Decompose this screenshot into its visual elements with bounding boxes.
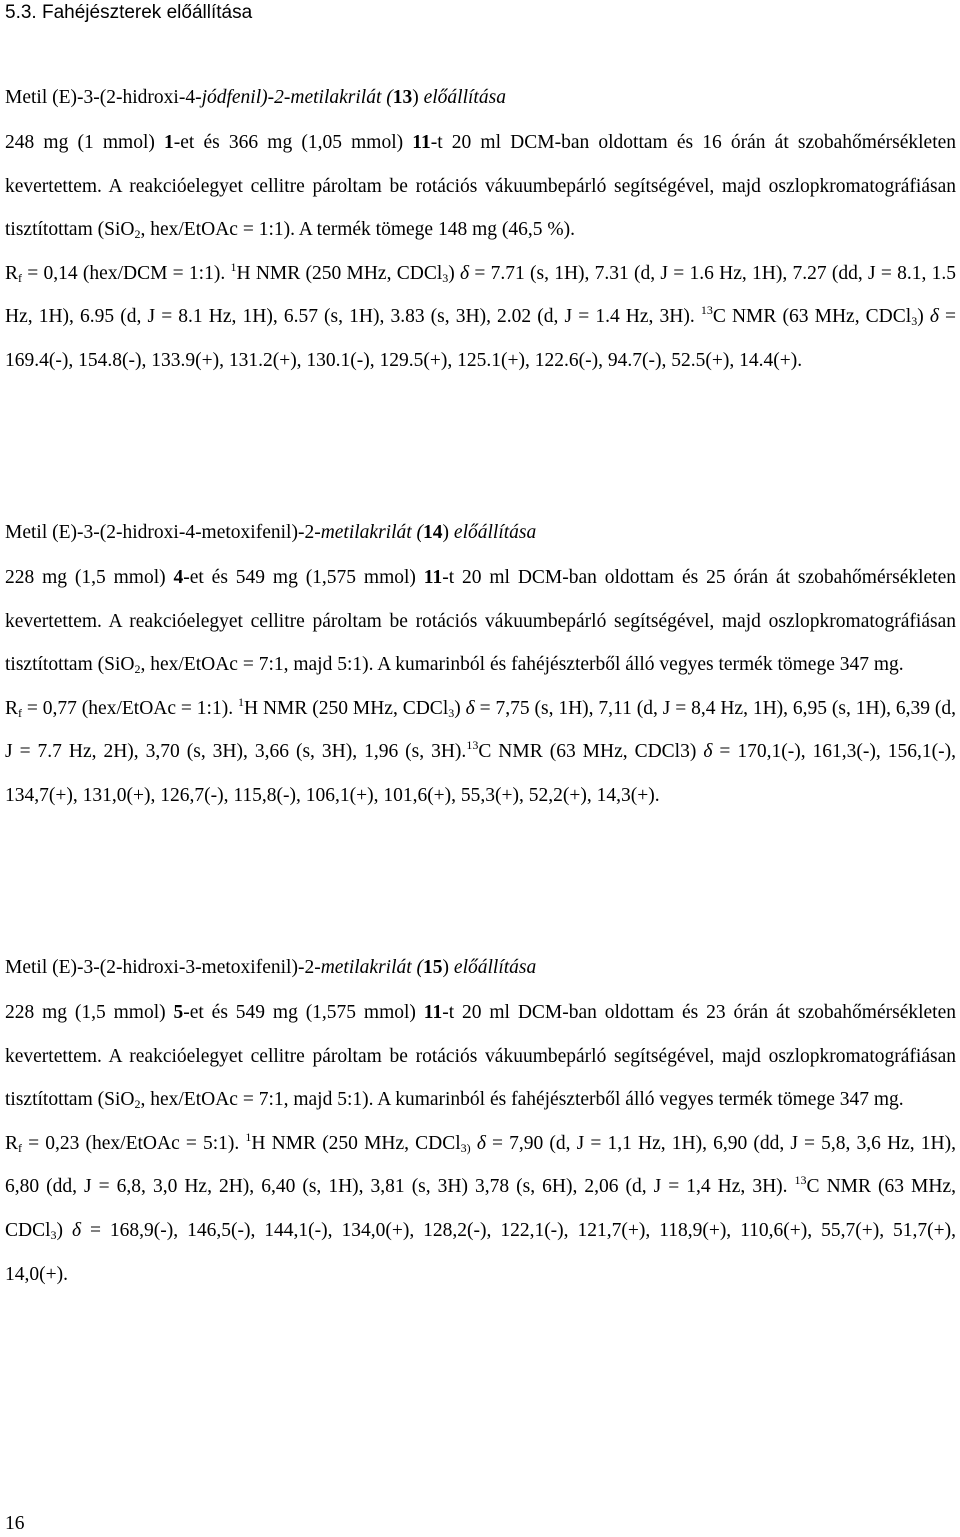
compound-13-procedure: 248 mg (1 mmol) 1-et és 366 mg (1,05 mmol) 11-t 20 ml DCM-ban oldottam és 16 órán át szobahőmérsékleten kevertettem. A reakcióelegyet cellitre pároltam be rotációs vákuumbepárló segítségével, majd oszlopkromatográfiásan tisztítottam (SiO$_2$, hex/EtOAc = 1:1). A termék tömege 148 mg (46,5 %). <box>5 132 957 242</box>
compound-14-nmr: $R_f = 0,77$ (hex/EtOAc = 1:1). $^1$H NMR (250 MHz, CDCl$_3$) δ = 7,75 (s, 1H), 7,11 (d, J = 8,4 Hz, 1H), 6,95 (s, 1H), 6,39 (d, J = 7.7 Hz, 2H), 3,70 (s, 3H), 3,66 (s, 3H), 1,96 (s, 3H).$^{13}$C NMR (63 MHz, CDCl3) δ = 170,1(-), 161,3(-), 156,1(-), 134,7(+), 131,0(+), 126,7(-), 115,8(-), 106,1(+), 101,6(+), 55,3(+), 52,2(+), 14,3(+). <box>5 694 956 806</box>
compound-14-procedure: 228 mg (1,5 mmol) 4-et és 549 mg (1,575 mmol) 11-t 20 ml DCM-ban oldottam és 25 órán át szobahőmérsékleten kevertettem. A reakcióelegyet cellitre pároltam be rotációs vákuumbepárló segítségével, majd oszlopkromatográfiásan tisztítottam (SiO$_2$, hex/EtOAc = 7:1, majd 5:1). A kumarinból és fahéjészterből álló vegyes termék tömege 347 mg. <box>5 567 956 677</box>
compound-13-title: Metil (E)-3-(2-hidroxi-4-jódfenil)-2-metilakrilát (13) előállítása <box>5 87 506 108</box>
compound-13-block <box>5 83 956 383</box>
compound-14-title: Metil (E)-3-(2-hidroxi-4-metoxifenil)-2-metilakrilát (14) előállítása <box>5 522 537 543</box>
compound-15-title: Metil (E)-3-(2-hidroxi-3-metoxifenil)-2-metilakrilát (15) előállítása <box>5 957 537 978</box>
compound-13-nmr: $R_f = 0,14$ (hex/DCM = 1:1). $^1$H NMR (250 MHz, CDCl$_3$) δ = 7.71 (s, 1H), 7.31 (d, J = 1.6 Hz, 1H), 7.27 (dd, J = 8.1, 1.5 Hz, 1H), 6.95 (d, J = 8.1 Hz, 1H), 6.57 (s, 1H), 3.83 (s, 3H), 2.02 (d, J = 1.4 Hz, 3H). $^{13}$C NMR (63 MHz, CDCl$_3$) δ = 169.4(-), 154.8(-), 133.9(+), 131.2(+), 130.1(-), 129.5(+), 125.1(+), 122.6(-), 94.7(-), 52.5(+), 14.4(+). <box>5 259 957 371</box>
compound-15-procedure: 228 mg (1,5 mmol) 5-et és 549 mg (1,575 mmol) 11-t 20 ml DCM-ban oldottam és 23 órán át szobahőmérsékleten kevertettem. A reakcióelegyet cellitre pároltam be rotációs vákuumbepárló segítségével, majd oszlopkromatográfiásan tisztítottam (SiO$_2$, hex/EtOAc = 7:1, majd 5:1). A kumarinból és fahéjészterből álló vegyes termék tömege 347 mg. <box>5 1002 956 1112</box>
page-number: 16 <box>5 1513 25 1534</box>
section-heading: 5.3. Fahéjészterek előállítása <box>5 2 253 23</box>
compound-15-block <box>5 953 956 1296</box>
compound-15-nmr: $R_f = 0,23$ (hex/EtOAc = 5:1). $^1$H NMR (250 MHz, CDCl$_{3)}$ δ = 7,90 (d, J = 1,1 Hz, 1H), 6,90 (dd, J = 5,8, 3,6 Hz, 1H), 6,80 (dd, J = 6,8, 3,0 Hz, 2H), 6,40 (s, 1H), 3,81 (s, 3H) 3,78 (s, 6H), 2,06 (d, J = 1,4 Hz, 3H). $^{13}$C NMR (63 MHz, CDCl$_3$) δ = 168,9(-), 146,5(-), 144,1(-), 134,0(+), 128,2(-), 122,1(-), 121,7(+), 118,9(+), 110,6(+), 55,7(+), 51,7(+), 14,0(+). <box>5 1129 957 1285</box>
compound-14-block <box>5 518 956 818</box>
